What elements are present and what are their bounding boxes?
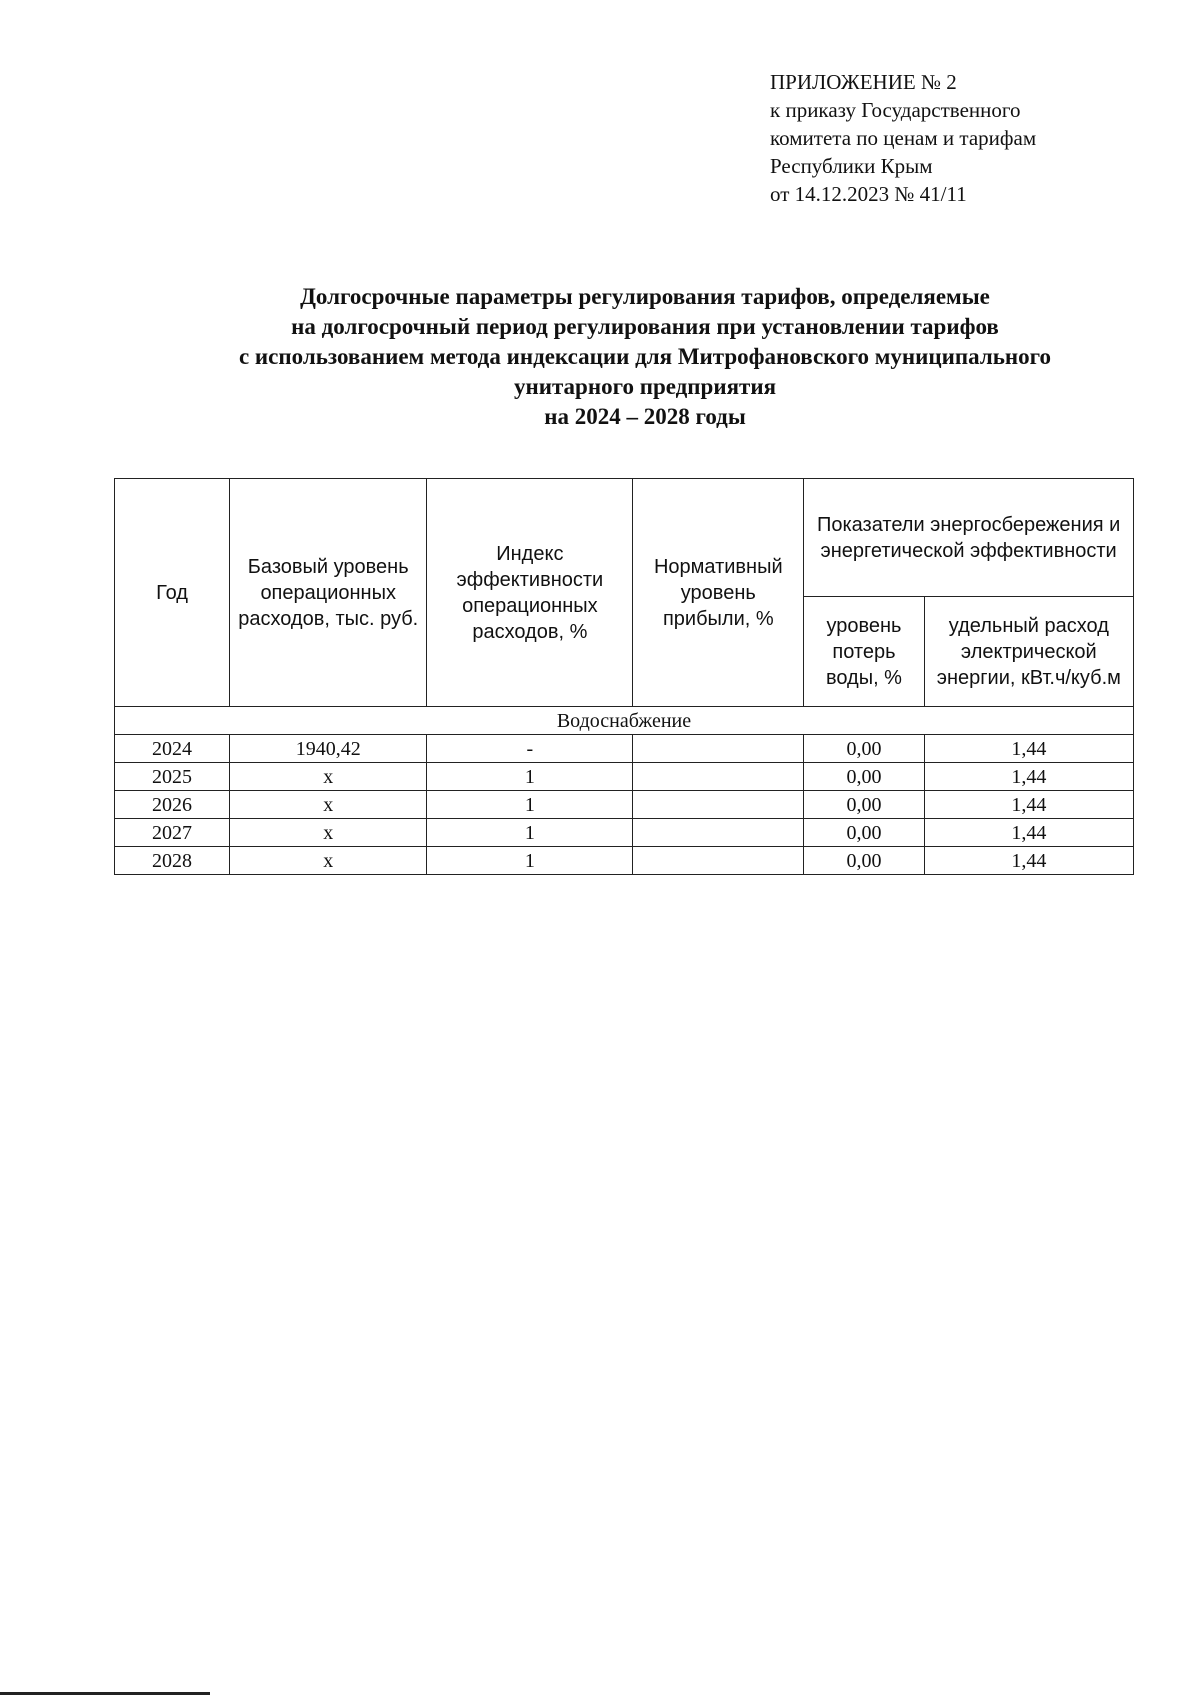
appendix-order-line: к приказу Государственного [770, 98, 1021, 122]
table-row [115, 791, 1134, 819]
table-row [115, 819, 1134, 847]
cell-profit [633, 791, 804, 819]
cell-index: 1 [427, 819, 633, 847]
cell-loss: 0,00 [804, 847, 924, 875]
title-line-3: с использованием метода индексации для Митрофановского муниципального [238, 344, 1052, 369]
cell-base: x [230, 819, 427, 847]
cell-index: 1 [427, 847, 633, 875]
header-profit-level: Нормативный уровень прибыли, % [633, 479, 804, 707]
cell-energy: 1,44 [924, 791, 1133, 819]
appendix-header [770, 68, 1170, 208]
title-line-5: на 2024 – 2028 годы [544, 404, 746, 429]
header-water-loss: уровень потерь воды, % [804, 597, 924, 707]
table-row [115, 763, 1134, 791]
cell-year: 2024 [115, 735, 230, 763]
appendix-number: ПРИЛОЖЕНИЕ № 2 [770, 70, 957, 94]
document-title [100, 282, 1190, 432]
cell-year: 2028 [115, 847, 230, 875]
appendix-republic-line: Республики Крым [770, 154, 933, 178]
cell-loss: 0,00 [804, 763, 924, 791]
cell-energy: 1,44 [924, 735, 1133, 763]
header-year: Год [115, 479, 230, 707]
table-row [115, 735, 1134, 763]
title-line-2: на долгосрочный период регулирования при установлении тарифов [291, 314, 999, 339]
header-energy-consumption: удельный расход электрической энергии, кВт.ч/куб.м [924, 597, 1133, 707]
cell-profit [633, 819, 804, 847]
scan-edge-line [0, 1692, 210, 1695]
header-efficiency-index: Индекс эффективности операционных расходов, % [427, 479, 633, 707]
title-line-4: унитарного предприятия [513, 374, 777, 399]
cell-index: 1 [427, 763, 633, 791]
cell-year: 2025 [115, 763, 230, 791]
cell-base: 1940,42 [230, 735, 427, 763]
cell-index: - [427, 735, 633, 763]
cell-loss: 0,00 [804, 819, 924, 847]
cell-index: 1 [427, 791, 633, 819]
cell-loss: 0,00 [804, 791, 924, 819]
cell-profit [633, 763, 804, 791]
table-row [115, 847, 1134, 875]
cell-base: x [230, 847, 427, 875]
cell-year: 2026 [115, 791, 230, 819]
header-base-level: Базовый уровень операционных расходов, тыс. руб. [230, 479, 427, 707]
header-energy-group: Показатели энергосбережения и энергетической эффективности [804, 479, 1134, 597]
cell-loss: 0,00 [804, 735, 924, 763]
cell-year: 2027 [115, 819, 230, 847]
cell-energy: 1,44 [924, 847, 1133, 875]
appendix-date-line: от 14.12.2023 № 41/11 [770, 182, 967, 206]
cell-energy: 1,44 [924, 819, 1133, 847]
cell-energy: 1,44 [924, 763, 1133, 791]
appendix-committee-line: комитета по ценам и тарифам [770, 126, 1037, 150]
cell-base: x [230, 791, 427, 819]
cell-profit [633, 847, 804, 875]
parameters-table [114, 478, 1134, 875]
cell-base: x [230, 763, 427, 791]
section-water-supply: Водоснабжение [115, 707, 1134, 735]
cell-profit [633, 735, 804, 763]
title-line-1: Долгосрочные параметры регулирования тарифов, определяемые [300, 284, 990, 309]
